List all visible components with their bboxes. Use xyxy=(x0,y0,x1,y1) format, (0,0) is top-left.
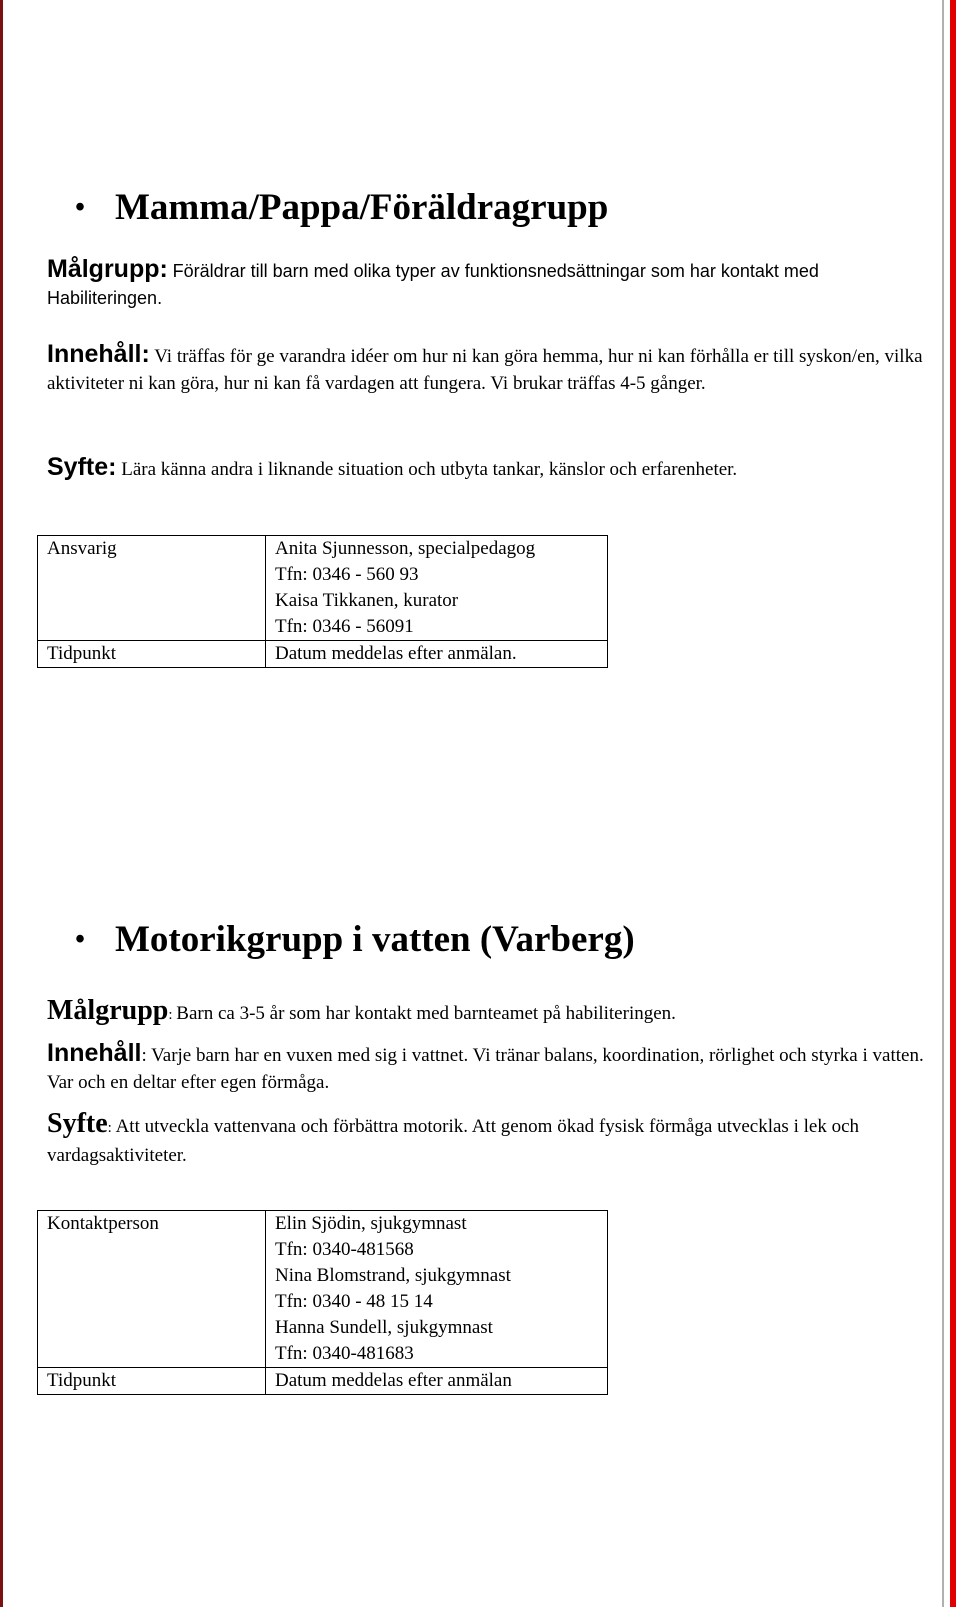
bullet-icon: • xyxy=(75,924,85,955)
innehall-text: Varje barn har en vuxen med sig i vattnet. Vi tränar balans, koordination, rörlighet och styrka i vatten. Var och en deltar efter egen förmåga. xyxy=(47,1045,924,1093)
malgrupp-text: Barn ca 3-5 år som har kontakt med barnteamet på habiliteringen. xyxy=(176,1003,676,1024)
contact-line: Tfn: 0346 - 560 93 xyxy=(275,564,419,585)
section1-malgrupp xyxy=(47,256,927,312)
table-row xyxy=(38,1211,608,1368)
contact-line: Nina Blomstrand, sjukgymnast xyxy=(275,1265,511,1286)
section1-title: Mamma/Pappa/Föräldragrupp xyxy=(115,187,609,228)
section2-malgrupp: Målgrupp: Barn ca 3-5 år som har kontakt med barnteamet på habiliteringen. xyxy=(47,995,676,1026)
contact-line: Elin Sjödin, sjukgymnast xyxy=(275,1213,467,1234)
section1-heading xyxy=(75,186,609,230)
contact-line: Hanna Sundell, sjukgymnast xyxy=(275,1317,493,1338)
contact-line: Kaisa Tikkanen, kurator xyxy=(275,590,459,611)
row-label: Tidpunkt xyxy=(38,641,266,668)
section2-info-table xyxy=(37,1210,608,1395)
page-border-right xyxy=(950,0,956,1607)
innehall-label: Innehåll xyxy=(47,1039,142,1067)
row-label: Kontaktperson xyxy=(38,1211,266,1368)
malgrupp-label: Målgrupp: xyxy=(47,255,168,283)
syfte-text: Att utveckla vattenvana och förbättra motorik. Att genom ökad fysisk förmåga utvecklas i lek och vardagsaktiviteter. xyxy=(47,1116,859,1166)
section2-title: Motorikgrupp i vatten (Varberg) xyxy=(115,919,635,960)
row-value xyxy=(266,1211,608,1368)
page-border-left xyxy=(0,0,3,1607)
contact-line: Tfn: 0340-481568 xyxy=(275,1239,414,1260)
table-row xyxy=(38,1368,608,1395)
row-value: Datum meddelas efter anmälan. xyxy=(266,641,608,668)
page-border-right-shadow xyxy=(942,0,944,1607)
syfte-label: Syfte xyxy=(47,1108,108,1139)
contact-line: Tfn: 0340 - 48 15 14 xyxy=(275,1291,433,1312)
row-label: Tidpunkt xyxy=(38,1368,266,1395)
table-row xyxy=(38,536,608,641)
innehall-text: Vi träffas för ge varandra idéer om hur ni kan göra hemma, hur ni kan förhålla er till syskon/en, vilka aktiviteter ni kan göra, hur ni kan få vardagen att fungera. Vi brukar träffas 4-5 gånger. xyxy=(47,346,923,394)
section1-info-table xyxy=(37,535,608,668)
table-row xyxy=(38,641,608,668)
row-value: Datum meddelas efter anmälan xyxy=(266,1368,608,1395)
row-value xyxy=(266,536,608,641)
contact-line: Tfn: 0340-481683 xyxy=(275,1343,414,1364)
bullet-icon: • xyxy=(75,192,85,223)
malgrupp-text: Föräldrar till barn med olika typer av funktionsnedsättningar som har kontakt med Habiliteringen. xyxy=(47,261,819,308)
contact-line: Tfn: 0346 - 56091 xyxy=(275,616,414,637)
section2-heading xyxy=(75,918,635,962)
section1-innehall xyxy=(47,341,927,397)
section2-innehall: Innehåll: Varje barn har en vuxen med sig i vattnet. Vi tränar balans, koordination, rörlighet och styrka i vatten. Var och en deltar efter egen förmåga. xyxy=(47,1039,924,1093)
malgrupp-label: Målgrupp xyxy=(47,995,169,1026)
contact-line: Anita Sjunnesson, specialpedagog xyxy=(275,538,536,559)
syfte-text: Lära känna andra i liknande situation och utbyta tankar, känslor och erfarenheter. xyxy=(121,459,738,480)
section1-syfte xyxy=(47,454,927,483)
syfte-label: Syfte: xyxy=(47,453,117,481)
row-label: Ansvarig xyxy=(38,536,266,641)
section2-syfte: Syfte: Att utveckla vattenvana och förbättra motorik. Att genom ökad fysisk förmåga utvecklas i lek och vardagsaktiviteter. xyxy=(47,1108,859,1166)
innehall-label: Innehåll: xyxy=(47,340,150,368)
